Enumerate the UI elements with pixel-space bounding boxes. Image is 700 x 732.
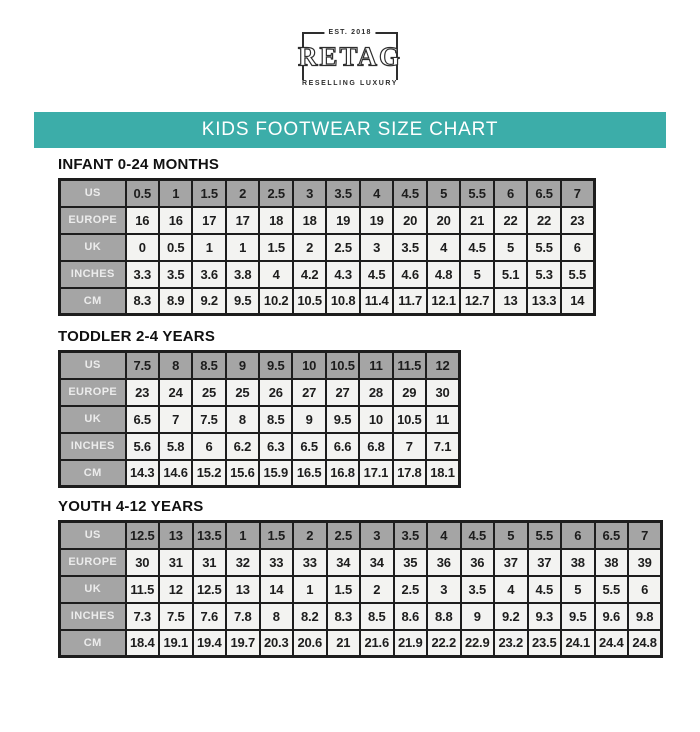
- value-cell: 38: [595, 549, 629, 576]
- value-cell: 22: [494, 207, 527, 234]
- value-cell: 10: [292, 352, 325, 379]
- value-cell: 19: [360, 207, 393, 234]
- value-cell: 3: [427, 576, 461, 603]
- value-cell: 16: [159, 207, 192, 234]
- value-cell: 1.5: [260, 522, 294, 549]
- value-cell: 16.8: [326, 460, 359, 487]
- value-cell: 4: [360, 180, 393, 207]
- value-cell: 2.5: [394, 576, 428, 603]
- value-cell: 38: [561, 549, 595, 576]
- table-row: [60, 352, 460, 379]
- size-tables: [0, 156, 700, 658]
- value-cell: 0.5: [159, 234, 192, 261]
- value-cell: 7.8: [226, 603, 260, 630]
- value-cell: 19.1: [159, 630, 193, 657]
- value-cell: 11: [359, 352, 392, 379]
- value-cell: 3.5: [393, 234, 426, 261]
- row-label-cell: EUROPE: [60, 379, 126, 406]
- value-cell: 17: [192, 207, 225, 234]
- value-cell: 7.5: [126, 352, 159, 379]
- value-cell: 4.2: [293, 261, 326, 288]
- value-cell: 12: [159, 576, 193, 603]
- value-cell: 8.2: [293, 603, 327, 630]
- value-cell: 12.7: [460, 288, 493, 315]
- value-cell: 9.2: [494, 603, 528, 630]
- value-cell: 10.5: [326, 352, 359, 379]
- section-title: TODDLER 2-4 YEARS: [58, 328, 216, 345]
- value-cell: 0: [126, 234, 159, 261]
- value-cell: 7: [393, 433, 426, 460]
- value-cell: 24: [159, 379, 192, 406]
- value-cell: 20: [427, 207, 460, 234]
- value-cell: 4: [259, 261, 292, 288]
- row-label-cell: CM: [60, 630, 126, 657]
- value-cell: 9.3: [528, 603, 562, 630]
- value-cell: 31: [159, 549, 193, 576]
- value-cell: 1: [293, 576, 327, 603]
- value-cell: 10.5: [393, 406, 426, 433]
- value-cell: 5: [494, 522, 528, 549]
- value-cell: 11.7: [393, 288, 426, 315]
- value-cell: 2.5: [259, 180, 292, 207]
- value-cell: 8: [226, 406, 259, 433]
- value-cell: 21.9: [394, 630, 428, 657]
- value-cell: 15.2: [192, 460, 225, 487]
- value-cell: 8.3: [126, 288, 159, 315]
- value-cell: 21.6: [360, 630, 394, 657]
- value-cell: 19.7: [226, 630, 260, 657]
- value-cell: 4.5: [360, 261, 393, 288]
- value-cell: 34: [327, 549, 361, 576]
- size-section: [58, 498, 700, 658]
- value-cell: 36: [461, 549, 495, 576]
- value-cell: 4.5: [460, 234, 493, 261]
- value-cell: 11: [426, 406, 459, 433]
- value-cell: 9.5: [259, 352, 292, 379]
- value-cell: 29: [393, 379, 426, 406]
- value-cell: 1: [226, 522, 260, 549]
- logo-brand-name: RETAG: [297, 41, 403, 72]
- logo-established-text: EST. 2018: [324, 29, 375, 36]
- value-cell: 25: [226, 379, 259, 406]
- row-label-cell: CM: [60, 460, 126, 487]
- row-label-cell: US: [60, 180, 126, 207]
- value-cell: 11.5: [393, 352, 426, 379]
- value-cell: 6.5: [595, 522, 629, 549]
- row-label-cell: UK: [60, 576, 126, 603]
- table-row: [60, 379, 460, 406]
- row-label-cell: INCHES: [60, 603, 126, 630]
- value-cell: 2.5: [327, 522, 361, 549]
- value-cell: 5.5: [527, 234, 560, 261]
- value-cell: 4: [494, 576, 528, 603]
- table-row: [60, 234, 595, 261]
- value-cell: 18: [293, 207, 326, 234]
- table-row: [60, 522, 662, 549]
- value-cell: 11.4: [360, 288, 393, 315]
- value-cell: 6.5: [126, 406, 159, 433]
- value-cell: 4.8: [427, 261, 460, 288]
- value-cell: 6.5: [527, 180, 560, 207]
- value-cell: 6: [192, 433, 225, 460]
- value-cell: 33: [293, 549, 327, 576]
- value-cell: 6: [494, 180, 527, 207]
- table-row: [60, 576, 662, 603]
- row-label-cell: US: [60, 352, 126, 379]
- value-cell: 35: [394, 549, 428, 576]
- value-cell: 3.5: [461, 576, 495, 603]
- row-label-cell: US: [60, 522, 126, 549]
- value-cell: 6.2: [226, 433, 259, 460]
- value-cell: 22.2: [427, 630, 461, 657]
- value-cell: 31: [193, 549, 227, 576]
- value-cell: 4.3: [326, 261, 359, 288]
- value-cell: 15.6: [226, 460, 259, 487]
- value-cell: 22: [527, 207, 560, 234]
- size-section: [58, 328, 700, 488]
- table-row: [60, 630, 662, 657]
- value-cell: 16.5: [292, 460, 325, 487]
- value-cell: 7.5: [159, 603, 193, 630]
- value-cell: 5.6: [126, 433, 159, 460]
- value-cell: 1.5: [327, 576, 361, 603]
- table-row: [60, 433, 460, 460]
- value-cell: 23.2: [494, 630, 528, 657]
- value-cell: 37: [528, 549, 562, 576]
- value-cell: 23: [126, 379, 159, 406]
- size-table: [58, 178, 596, 316]
- value-cell: 26: [259, 379, 292, 406]
- value-cell: 13: [159, 522, 193, 549]
- value-cell: 4.6: [393, 261, 426, 288]
- value-cell: 3.6: [192, 261, 225, 288]
- size-table: [58, 520, 663, 658]
- table-row: [60, 549, 662, 576]
- value-cell: 2: [226, 180, 259, 207]
- value-cell: 9: [461, 603, 495, 630]
- value-cell: 8: [159, 352, 192, 379]
- value-cell: 10.8: [326, 288, 359, 315]
- value-cell: 3: [360, 234, 393, 261]
- value-cell: 7.3: [126, 603, 160, 630]
- value-cell: 12: [426, 352, 459, 379]
- value-cell: 39: [628, 549, 662, 576]
- logo-tagline: RESELLING LUXURY: [298, 80, 402, 87]
- value-cell: 12.5: [193, 576, 227, 603]
- value-cell: 24.1: [561, 630, 595, 657]
- value-cell: 9.8: [628, 603, 662, 630]
- table-row: [60, 406, 460, 433]
- table-row: [60, 261, 595, 288]
- value-cell: 3: [360, 522, 394, 549]
- value-cell: 32: [226, 549, 260, 576]
- value-cell: 9.5: [326, 406, 359, 433]
- value-cell: 3.5: [326, 180, 359, 207]
- table-row: [60, 180, 595, 207]
- row-label-cell: INCHES: [60, 433, 126, 460]
- value-cell: 23.5: [528, 630, 562, 657]
- row-label-cell: UK: [60, 406, 126, 433]
- value-cell: 20: [393, 207, 426, 234]
- value-cell: 20.3: [260, 630, 294, 657]
- row-label-cell: EUROPE: [60, 207, 126, 234]
- value-cell: 11.5: [126, 576, 160, 603]
- value-cell: 2: [293, 234, 326, 261]
- row-label-cell: UK: [60, 234, 126, 261]
- value-cell: 18: [259, 207, 292, 234]
- value-cell: 8: [260, 603, 294, 630]
- value-cell: 14.3: [126, 460, 159, 487]
- value-cell: 8.5: [259, 406, 292, 433]
- value-cell: 18.1: [426, 460, 459, 487]
- value-cell: 6: [561, 234, 595, 261]
- value-cell: 21: [460, 207, 493, 234]
- value-cell: 8.6: [394, 603, 428, 630]
- value-cell: 7: [159, 406, 192, 433]
- value-cell: 13: [226, 576, 260, 603]
- value-cell: 27: [326, 379, 359, 406]
- value-cell: 37: [494, 549, 528, 576]
- value-cell: 7.5: [192, 406, 225, 433]
- value-cell: 1: [159, 180, 192, 207]
- value-cell: 9.6: [595, 603, 629, 630]
- value-cell: 6: [561, 522, 595, 549]
- value-cell: 19.4: [193, 630, 227, 657]
- value-cell: 4.5: [528, 576, 562, 603]
- section-title: YOUTH 4-12 YEARS: [58, 498, 204, 515]
- value-cell: 7: [561, 180, 595, 207]
- value-cell: 3.5: [394, 522, 428, 549]
- value-cell: 4.5: [393, 180, 426, 207]
- value-cell: 10.5: [293, 288, 326, 315]
- value-cell: 8.5: [192, 352, 225, 379]
- value-cell: 9.5: [226, 288, 259, 315]
- value-cell: 27: [292, 379, 325, 406]
- value-cell: 8.8: [427, 603, 461, 630]
- table-row: [60, 460, 460, 487]
- value-cell: 5: [427, 180, 460, 207]
- value-cell: 6: [628, 576, 662, 603]
- value-cell: 17: [226, 207, 259, 234]
- value-cell: 3.5: [159, 261, 192, 288]
- size-chart-page: [0, 29, 700, 732]
- value-cell: 1: [226, 234, 259, 261]
- value-cell: 8.9: [159, 288, 192, 315]
- value-cell: 10.2: [259, 288, 292, 315]
- value-cell: 18.4: [126, 630, 160, 657]
- value-cell: 5: [460, 261, 493, 288]
- value-cell: 4.5: [461, 522, 495, 549]
- value-cell: 22.9: [461, 630, 495, 657]
- size-section: [58, 156, 700, 316]
- table-row: [60, 288, 595, 315]
- table-row: [60, 207, 595, 234]
- value-cell: 33: [260, 549, 294, 576]
- value-cell: 2: [293, 522, 327, 549]
- value-cell: 24.4: [595, 630, 629, 657]
- table-row: [60, 603, 662, 630]
- value-cell: 13.5: [193, 522, 227, 549]
- value-cell: 3.8: [226, 261, 259, 288]
- value-cell: 1: [192, 234, 225, 261]
- value-cell: 9.5: [561, 603, 595, 630]
- section-title: INFANT 0-24 MONTHS: [58, 156, 220, 173]
- value-cell: 25: [192, 379, 225, 406]
- value-cell: 2.5: [326, 234, 359, 261]
- value-cell: 13.3: [527, 288, 560, 315]
- value-cell: 8.5: [360, 603, 394, 630]
- value-cell: 9.2: [192, 288, 225, 315]
- value-cell: 5.1: [494, 261, 527, 288]
- value-cell: 21: [327, 630, 361, 657]
- value-cell: 4: [427, 522, 461, 549]
- value-cell: 3.3: [126, 261, 159, 288]
- row-label-cell: EUROPE: [60, 549, 126, 576]
- value-cell: 2: [360, 576, 394, 603]
- value-cell: 1.5: [192, 180, 225, 207]
- value-cell: 1.5: [259, 234, 292, 261]
- value-cell: 6.5: [292, 433, 325, 460]
- value-cell: 9: [226, 352, 259, 379]
- value-cell: 8.3: [327, 603, 361, 630]
- value-cell: 14: [561, 288, 595, 315]
- value-cell: 15.9: [259, 460, 292, 487]
- value-cell: 14: [260, 576, 294, 603]
- value-cell: 17.8: [393, 460, 426, 487]
- value-cell: 12.5: [126, 522, 160, 549]
- value-cell: 34: [360, 549, 394, 576]
- value-cell: 36: [427, 549, 461, 576]
- value-cell: 6.6: [326, 433, 359, 460]
- value-cell: 10: [359, 406, 392, 433]
- size-table: [58, 350, 461, 488]
- value-cell: 3: [293, 180, 326, 207]
- value-cell: 6.3: [259, 433, 292, 460]
- value-cell: 17.1: [359, 460, 392, 487]
- value-cell: 0.5: [126, 180, 159, 207]
- value-cell: 6.8: [359, 433, 392, 460]
- value-cell: 24.8: [628, 630, 662, 657]
- value-cell: 30: [426, 379, 459, 406]
- value-cell: 28: [359, 379, 392, 406]
- value-cell: 7: [628, 522, 662, 549]
- value-cell: 7.6: [193, 603, 227, 630]
- row-label-cell: INCHES: [60, 261, 126, 288]
- value-cell: 9: [292, 406, 325, 433]
- chart-title-banner: [34, 112, 666, 148]
- value-cell: 19: [326, 207, 359, 234]
- value-cell: 20.6: [293, 630, 327, 657]
- value-cell: 5.5: [561, 261, 595, 288]
- value-cell: 16: [126, 207, 159, 234]
- value-cell: 14.6: [159, 460, 192, 487]
- value-cell: 5.5: [460, 180, 493, 207]
- value-cell: 4: [427, 234, 460, 261]
- value-cell: 30: [126, 549, 160, 576]
- value-cell: 5.3: [527, 261, 560, 288]
- value-cell: 5.5: [595, 576, 629, 603]
- value-cell: 5.5: [528, 522, 562, 549]
- retag-logo: [297, 29, 403, 87]
- value-cell: 5: [561, 576, 595, 603]
- value-cell: 12.1: [427, 288, 460, 315]
- value-cell: 5.8: [159, 433, 192, 460]
- row-label-cell: CM: [60, 288, 126, 315]
- value-cell: 5: [494, 234, 527, 261]
- chart-title: KIDS FOOTWEAR SIZE CHART: [201, 119, 499, 140]
- value-cell: 7.1: [426, 433, 459, 460]
- value-cell: 13: [494, 288, 527, 315]
- value-cell: 23: [561, 207, 595, 234]
